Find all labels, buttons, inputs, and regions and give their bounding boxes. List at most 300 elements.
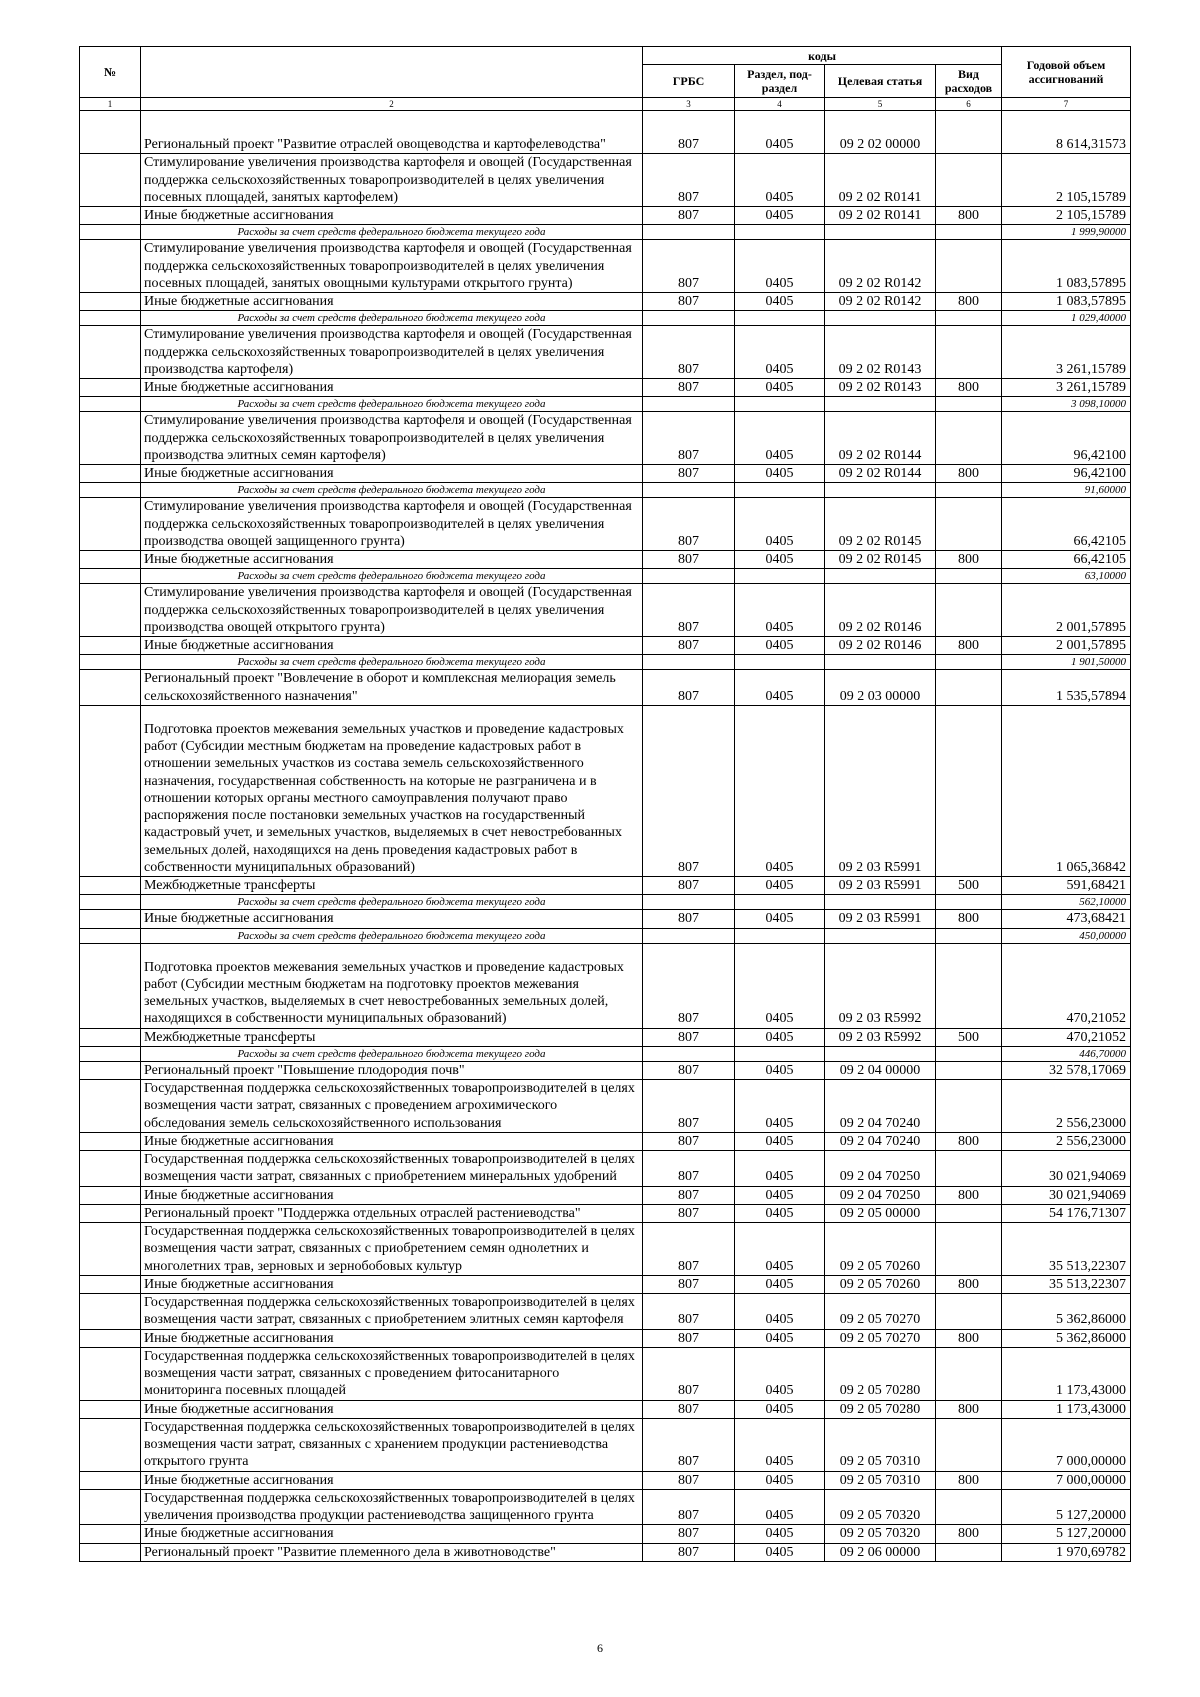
cell-grbs: 807 xyxy=(643,154,735,207)
cell-grbs xyxy=(643,225,735,240)
header-name xyxy=(141,47,643,98)
cell-target-article: 09 2 05 70320 xyxy=(825,1489,936,1525)
cell-expense-type: 800 xyxy=(936,207,1002,225)
cell-amount: 30 021,94069 xyxy=(1002,1186,1131,1204)
cell-grbs: 807 xyxy=(643,412,735,465)
cell-target-article: 09 2 05 70280 xyxy=(825,1347,936,1400)
table-row xyxy=(80,1186,1131,1204)
federal-budget-row xyxy=(80,311,1131,326)
cell-number xyxy=(80,154,141,207)
table-row xyxy=(80,240,1131,293)
cell-expense-type xyxy=(936,569,1002,584)
header-grbs: ГРБС xyxy=(643,65,735,98)
cell-section: 0405 xyxy=(735,1400,825,1418)
cell-number xyxy=(80,1347,141,1400)
cell-amount: 1 535,57894 xyxy=(1002,670,1131,706)
cell-name: Расходы за счет средств федерального бюджета текущего года xyxy=(141,225,643,240)
cell-grbs: 807 xyxy=(643,465,735,483)
cell-number xyxy=(80,1186,141,1204)
table-row xyxy=(80,1525,1131,1543)
table-row xyxy=(80,465,1131,483)
cell-amount: 2 105,15789 xyxy=(1002,207,1131,225)
cell-name: Стимулирование увеличения производства картофеля и овощей (Государственная поддержка сельскохозяйственных товаропроизводителей в целях увеличения производства элитных семян картофеля) xyxy=(141,412,643,465)
cell-expense-type xyxy=(936,670,1002,706)
cell-name: Расходы за счет средств федерального бюджета текущего года xyxy=(141,895,643,910)
cell-section xyxy=(735,1046,825,1061)
cell-number xyxy=(80,569,141,584)
cell-target-article: 09 2 03 R5991 xyxy=(825,877,936,895)
cell-amount: 30 021,94069 xyxy=(1002,1151,1131,1187)
cell-number xyxy=(80,311,141,326)
cell-expense-type xyxy=(936,943,1002,1028)
cell-name: Межбюджетные трансферты xyxy=(141,877,643,895)
cell-number xyxy=(80,1418,141,1471)
cell-expense-type xyxy=(936,895,1002,910)
cell-grbs: 807 xyxy=(643,1400,735,1418)
cell-amount: 66,42105 xyxy=(1002,551,1131,569)
cell-grbs: 807 xyxy=(643,240,735,293)
cell-name: Иные бюджетные ассигнования xyxy=(141,1525,643,1543)
table-row xyxy=(80,1151,1131,1187)
cell-number xyxy=(80,943,141,1028)
cell-section: 0405 xyxy=(735,1132,825,1150)
cell-target-article: 09 2 02 R0146 xyxy=(825,637,936,655)
cell-expense-type xyxy=(936,311,1002,326)
cell-section: 0405 xyxy=(735,551,825,569)
cell-target-article: 09 2 03 00000 xyxy=(825,670,936,706)
cell-number xyxy=(80,483,141,498)
cell-name: Расходы за счет средств федерального бюджета текущего года xyxy=(141,569,643,584)
cell-name: Иные бюджетные ассигнования xyxy=(141,1471,643,1489)
cell-section: 0405 xyxy=(735,637,825,655)
cell-target-article: 09 2 02 R0142 xyxy=(825,240,936,293)
cell-expense-type: 800 xyxy=(936,551,1002,569)
cell-grbs: 807 xyxy=(643,1275,735,1293)
cell-target-article: 09 2 04 70240 xyxy=(825,1080,936,1133)
table-row xyxy=(80,1418,1131,1471)
cell-section: 0405 xyxy=(735,293,825,311)
cell-section: 0405 xyxy=(735,877,825,895)
cell-grbs xyxy=(643,569,735,584)
header-target-article: Целевая статья xyxy=(825,65,936,98)
cell-grbs: 807 xyxy=(643,1525,735,1543)
cell-number xyxy=(80,895,141,910)
cell-target-article: 09 2 02 R0146 xyxy=(825,584,936,637)
table-row xyxy=(80,1489,1131,1525)
cell-amount: 3 261,15789 xyxy=(1002,326,1131,379)
column-number: 7 xyxy=(1002,98,1131,111)
table-row xyxy=(80,379,1131,397)
cell-number xyxy=(80,498,141,551)
cell-target-article: 09 2 02 R0145 xyxy=(825,551,936,569)
cell-name: Расходы за счет средств федерального бюджета текущего года xyxy=(141,397,643,412)
cell-name: Иные бюджетные ассигнования xyxy=(141,1132,643,1150)
cell-target-article: 09 2 02 R0143 xyxy=(825,379,936,397)
cell-section: 0405 xyxy=(735,498,825,551)
cell-target-article: 09 2 02 R0142 xyxy=(825,293,936,311)
cell-target-article: 09 2 02 R0145 xyxy=(825,498,936,551)
cell-number xyxy=(80,928,141,943)
cell-number xyxy=(80,240,141,293)
cell-target-article xyxy=(825,397,936,412)
cell-amount: 1 083,57895 xyxy=(1002,293,1131,311)
cell-amount: 5 127,20000 xyxy=(1002,1489,1131,1525)
cell-name: Стимулирование увеличения производства картофеля и овощей (Государственная поддержка сельскохозяйственных товаропроизводителей в целях увеличения производства овощей защищенного грунта) xyxy=(141,498,643,551)
cell-section: 0405 xyxy=(735,240,825,293)
cell-grbs xyxy=(643,397,735,412)
cell-number xyxy=(80,1543,141,1561)
cell-target-article: 09 2 02 R0141 xyxy=(825,207,936,225)
cell-grbs xyxy=(643,928,735,943)
cell-expense-type xyxy=(936,1294,1002,1330)
table-row xyxy=(80,1132,1131,1150)
cell-section: 0405 xyxy=(735,705,825,876)
cell-expense-type xyxy=(936,1418,1002,1471)
cell-number xyxy=(80,379,141,397)
cell-section: 0405 xyxy=(735,412,825,465)
cell-section xyxy=(735,569,825,584)
cell-name: Региональный проект "Повышение плодородия почв" xyxy=(141,1061,643,1079)
cell-grbs: 807 xyxy=(643,379,735,397)
cell-amount: 1 083,57895 xyxy=(1002,240,1131,293)
cell-amount: 35 513,22307 xyxy=(1002,1223,1131,1276)
cell-target-article xyxy=(825,311,936,326)
table-row xyxy=(80,1471,1131,1489)
table-row xyxy=(80,1400,1131,1418)
cell-grbs: 807 xyxy=(643,498,735,551)
cell-amount: 3 261,15789 xyxy=(1002,379,1131,397)
column-number: 2 xyxy=(141,98,643,111)
cell-number xyxy=(80,1151,141,1187)
cell-amount: 96,42100 xyxy=(1002,412,1131,465)
header-codes: коды xyxy=(643,47,1002,65)
cell-section xyxy=(735,655,825,670)
cell-amount: 446,70000 xyxy=(1002,1046,1131,1061)
cell-expense-type xyxy=(936,111,1002,154)
cell-section: 0405 xyxy=(735,111,825,154)
cell-amount: 470,21052 xyxy=(1002,1028,1131,1046)
cell-target-article: 09 2 02 R0144 xyxy=(825,412,936,465)
cell-section xyxy=(735,483,825,498)
budget-allocation-table xyxy=(79,46,1131,1562)
cell-grbs: 807 xyxy=(643,551,735,569)
cell-grbs: 807 xyxy=(643,943,735,1028)
cell-grbs: 807 xyxy=(643,1132,735,1150)
column-number: 4 xyxy=(735,98,825,111)
cell-number xyxy=(80,207,141,225)
cell-section: 0405 xyxy=(735,154,825,207)
cell-amount: 1 173,43000 xyxy=(1002,1347,1131,1400)
cell-expense-type xyxy=(936,483,1002,498)
cell-number xyxy=(80,1525,141,1543)
cell-expense-type xyxy=(936,1046,1002,1061)
cell-number xyxy=(80,1294,141,1330)
cell-name: Иные бюджетные ассигнования xyxy=(141,1275,643,1293)
cell-name: Иные бюджетные ассигнования xyxy=(141,293,643,311)
cell-expense-type xyxy=(936,225,1002,240)
cell-target-article: 09 2 05 70320 xyxy=(825,1525,936,1543)
cell-number xyxy=(80,412,141,465)
cell-expense-type: 500 xyxy=(936,1028,1002,1046)
cell-expense-type: 800 xyxy=(936,1186,1002,1204)
cell-grbs: 807 xyxy=(643,1294,735,1330)
cell-section: 0405 xyxy=(735,910,825,928)
cell-section: 0405 xyxy=(735,465,825,483)
table-row xyxy=(80,910,1131,928)
cell-name: Иные бюджетные ассигнования xyxy=(141,207,643,225)
cell-section: 0405 xyxy=(735,943,825,1028)
cell-section xyxy=(735,225,825,240)
federal-budget-row xyxy=(80,483,1131,498)
cell-name: Подготовка проектов межевания земельных участков и проведение кадастровых работ (Субсидии местным бюджетам на проведение кадастровых работ в отношении земельных участков из состава земель сельскохозяйственного назначения, государственная собственность на которые не разграничена и в отношении которых органы местного самоуправления получают право распоряжения после постановки земельных участков на государственный кадастровый учет, и земельных участков, выделяемых в счет невостребованных земельных долей, находящихся на день проведения кадастровых работ в собственности муниципальных образований) xyxy=(141,705,643,876)
cell-target-article: 09 2 03 R5991 xyxy=(825,705,936,876)
cell-grbs: 807 xyxy=(643,1080,735,1133)
table-body xyxy=(80,111,1131,1562)
cell-amount: 7 000,00000 xyxy=(1002,1471,1131,1489)
cell-section xyxy=(735,928,825,943)
cell-section: 0405 xyxy=(735,1061,825,1079)
cell-amount: 63,10000 xyxy=(1002,569,1131,584)
cell-grbs: 807 xyxy=(643,1028,735,1046)
cell-expense-type: 500 xyxy=(936,877,1002,895)
cell-expense-type: 800 xyxy=(936,1400,1002,1418)
cell-target-article: 09 2 05 70260 xyxy=(825,1223,936,1276)
cell-expense-type xyxy=(936,154,1002,207)
cell-target-article: 09 2 04 70240 xyxy=(825,1132,936,1150)
cell-target-article: 09 2 05 70260 xyxy=(825,1275,936,1293)
table-row xyxy=(80,1028,1131,1046)
cell-name: Иные бюджетные ассигнования xyxy=(141,1186,643,1204)
column-number: 1 xyxy=(80,98,141,111)
page-number: 6 xyxy=(597,1641,603,1655)
cell-grbs: 807 xyxy=(643,877,735,895)
cell-number xyxy=(80,1471,141,1489)
cell-amount: 1 065,36842 xyxy=(1002,705,1131,876)
column-number: 5 xyxy=(825,98,936,111)
cell-target-article: 09 2 04 70250 xyxy=(825,1186,936,1204)
cell-expense-type xyxy=(936,705,1002,876)
table-row xyxy=(80,1275,1131,1293)
cell-name: Государственная поддержка сельскохозяйственных товаропроизводителей в целях возмещения части затрат, связанных с проведением фитосанитарного мониторинга посевных площадей xyxy=(141,1347,643,1400)
cell-expense-type: 800 xyxy=(936,1525,1002,1543)
cell-amount: 7 000,00000 xyxy=(1002,1418,1131,1471)
cell-amount: 5 127,20000 xyxy=(1002,1525,1131,1543)
table-row xyxy=(80,1223,1131,1276)
cell-grbs: 807 xyxy=(643,584,735,637)
cell-number xyxy=(80,910,141,928)
cell-amount: 5 362,86000 xyxy=(1002,1294,1131,1330)
cell-expense-type xyxy=(936,1223,1002,1276)
cell-target-article: 09 2 05 70280 xyxy=(825,1400,936,1418)
cell-name: Расходы за счет средств федерального бюджета текущего года xyxy=(141,483,643,498)
table-row xyxy=(80,1294,1131,1330)
cell-amount: 1 999,90000 xyxy=(1002,225,1131,240)
cell-number xyxy=(80,1400,141,1418)
cell-expense-type xyxy=(936,1347,1002,1400)
cell-target-article xyxy=(825,928,936,943)
cell-name: Подготовка проектов межевания земельных участков и проведение кадастровых работ (Субсидии местным бюджетам на подготовку проектов межевания земельных участков, выделяемых в счет невостребованных земельных долей, находящихся в собственности муниципальных образований) xyxy=(141,943,643,1028)
cell-grbs: 807 xyxy=(643,1489,735,1525)
cell-name: Межбюджетные трансферты xyxy=(141,1028,643,1046)
cell-amount: 591,68421 xyxy=(1002,877,1131,895)
table-row xyxy=(80,877,1131,895)
cell-target-article xyxy=(825,225,936,240)
cell-expense-type xyxy=(936,1151,1002,1187)
cell-expense-type: 800 xyxy=(936,637,1002,655)
cell-expense-type xyxy=(936,1204,1002,1222)
cell-grbs: 807 xyxy=(643,910,735,928)
cell-target-article: 09 2 05 70270 xyxy=(825,1294,936,1330)
cell-expense-type xyxy=(936,240,1002,293)
cell-grbs: 807 xyxy=(643,207,735,225)
cell-number xyxy=(80,1028,141,1046)
cell-grbs: 807 xyxy=(643,1329,735,1347)
cell-grbs: 807 xyxy=(643,1347,735,1400)
cell-grbs xyxy=(643,1046,735,1061)
table-row xyxy=(80,1329,1131,1347)
cell-expense-type: 800 xyxy=(936,293,1002,311)
cell-target-article xyxy=(825,655,936,670)
cell-name: Региональный проект "Вовлечение в оборот и комплексная мелиорация земель сельскохозяйственного назначения" xyxy=(141,670,643,706)
cell-grbs xyxy=(643,895,735,910)
federal-budget-row xyxy=(80,397,1131,412)
cell-name: Государственная поддержка сельскохозяйственных товаропроизводителей в целях возмещения части затрат, связанных с приобретением семян однолетних и многолетних трав, зерновых и зернобобовых культур xyxy=(141,1223,643,1276)
cell-expense-type xyxy=(936,584,1002,637)
cell-section: 0405 xyxy=(735,1471,825,1489)
cell-grbs: 807 xyxy=(643,1151,735,1187)
cell-amount: 91,60000 xyxy=(1002,483,1131,498)
cell-expense-type: 800 xyxy=(936,1275,1002,1293)
cell-expense-type xyxy=(936,326,1002,379)
cell-section: 0405 xyxy=(735,1080,825,1133)
cell-number xyxy=(80,1204,141,1222)
cell-section: 0405 xyxy=(735,1543,825,1561)
cell-number xyxy=(80,655,141,670)
cell-target-article: 09 2 02 R0144 xyxy=(825,465,936,483)
cell-number xyxy=(80,551,141,569)
table-row xyxy=(80,154,1131,207)
header-expense-type: Вид расходов xyxy=(936,65,1002,98)
cell-amount: 473,68421 xyxy=(1002,910,1131,928)
federal-budget-row xyxy=(80,569,1131,584)
cell-grbs xyxy=(643,311,735,326)
cell-expense-type: 800 xyxy=(936,1329,1002,1347)
table-row xyxy=(80,943,1131,1028)
cell-name: Иные бюджетные ассигнования xyxy=(141,465,643,483)
table-row xyxy=(80,637,1131,655)
cell-target-article: 09 2 02 R0143 xyxy=(825,326,936,379)
cell-name: Расходы за счет средств федерального бюджета текущего года xyxy=(141,1046,643,1061)
cell-number xyxy=(80,1275,141,1293)
cell-amount: 2 001,57895 xyxy=(1002,637,1131,655)
cell-amount: 1 173,43000 xyxy=(1002,1400,1131,1418)
table-row xyxy=(80,1204,1131,1222)
cell-name: Стимулирование увеличения производства картофеля и овощей (Государственная поддержка сельскохозяйственных товаропроизводителей в целях увеличения производства овощей открытого грунта) xyxy=(141,584,643,637)
cell-grbs: 807 xyxy=(643,1471,735,1489)
cell-name: Государственная поддержка сельскохозяйственных товаропроизводителей в целях возмещения части затрат, связанных с приобретением элитных семян картофеля xyxy=(141,1294,643,1330)
cell-amount: 1 029,40000 xyxy=(1002,311,1131,326)
cell-section: 0405 xyxy=(735,1418,825,1471)
cell-name: Иные бюджетные ассигнования xyxy=(141,910,643,928)
cell-expense-type: 800 xyxy=(936,465,1002,483)
cell-name: Государственная поддержка сельскохозяйственных товаропроизводителей в целях увеличения производства продукции растениеводства защищенного грунта xyxy=(141,1489,643,1525)
cell-target-article: 09 2 06 00000 xyxy=(825,1543,936,1561)
table-row xyxy=(80,498,1131,551)
cell-expense-type: 800 xyxy=(936,1471,1002,1489)
cell-section: 0405 xyxy=(735,1347,825,1400)
cell-target-article xyxy=(825,1046,936,1061)
cell-name: Расходы за счет средств федерального бюджета текущего года xyxy=(141,655,643,670)
cell-target-article xyxy=(825,895,936,910)
cell-expense-type xyxy=(936,1489,1002,1525)
cell-section xyxy=(735,895,825,910)
cell-name: Стимулирование увеличения производства картофеля и овощей (Государственная поддержка сельскохозяйственных товаропроизводителей в целях увеличения посевных площадей, занятых картофелем) xyxy=(141,154,643,207)
cell-target-article: 09 2 04 70250 xyxy=(825,1151,936,1187)
cell-grbs: 807 xyxy=(643,1543,735,1561)
cell-number xyxy=(80,584,141,637)
cell-number xyxy=(80,111,141,154)
cell-expense-type: 800 xyxy=(936,1132,1002,1150)
cell-grbs xyxy=(643,483,735,498)
federal-budget-row xyxy=(80,895,1131,910)
cell-number xyxy=(80,877,141,895)
cell-number xyxy=(80,397,141,412)
cell-grbs: 807 xyxy=(643,1061,735,1079)
federal-budget-row xyxy=(80,225,1131,240)
cell-amount: 2 105,15789 xyxy=(1002,154,1131,207)
cell-name: Иные бюджетные ассигнования xyxy=(141,379,643,397)
header-number: № xyxy=(80,47,141,98)
cell-grbs: 807 xyxy=(643,1204,735,1222)
cell-number xyxy=(80,326,141,379)
cell-target-article: 09 2 03 R5991 xyxy=(825,910,936,928)
cell-grbs: 807 xyxy=(643,293,735,311)
cell-number xyxy=(80,1223,141,1276)
cell-number xyxy=(80,1329,141,1347)
cell-grbs: 807 xyxy=(643,705,735,876)
cell-name: Иные бюджетные ассигнования xyxy=(141,637,643,655)
cell-amount: 2 556,23000 xyxy=(1002,1132,1131,1150)
cell-section: 0405 xyxy=(735,1151,825,1187)
cell-section xyxy=(735,397,825,412)
cell-name: Иные бюджетные ассигнования xyxy=(141,1329,643,1347)
cell-number xyxy=(80,1489,141,1525)
cell-section: 0405 xyxy=(735,379,825,397)
cell-expense-type xyxy=(936,1543,1002,1561)
cell-target-article: 09 2 02 R0141 xyxy=(825,154,936,207)
table-row xyxy=(80,551,1131,569)
cell-amount: 1 970,69782 xyxy=(1002,1543,1131,1561)
cell-grbs: 807 xyxy=(643,1418,735,1471)
cell-name: Иные бюджетные ассигнования xyxy=(141,1400,643,1418)
cell-amount: 8 614,31573 xyxy=(1002,111,1131,154)
cell-section: 0405 xyxy=(735,1489,825,1525)
cell-name: Государственная поддержка сельскохозяйственных товаропроизводителей в целях возмещения части затрат, связанных с хранением продукции растениеводства открытого грунта xyxy=(141,1418,643,1471)
table-row xyxy=(80,1543,1131,1561)
column-number: 3 xyxy=(643,98,735,111)
cell-amount: 2 556,23000 xyxy=(1002,1080,1131,1133)
cell-section: 0405 xyxy=(735,1028,825,1046)
cell-expense-type: 800 xyxy=(936,910,1002,928)
cell-section xyxy=(735,311,825,326)
cell-target-article: 09 2 05 00000 xyxy=(825,1204,936,1222)
cell-amount: 1 901,50000 xyxy=(1002,655,1131,670)
cell-expense-type xyxy=(936,928,1002,943)
cell-number xyxy=(80,705,141,876)
column-number: 6 xyxy=(936,98,1002,111)
cell-section: 0405 xyxy=(735,1294,825,1330)
cell-section: 0405 xyxy=(735,1223,825,1276)
